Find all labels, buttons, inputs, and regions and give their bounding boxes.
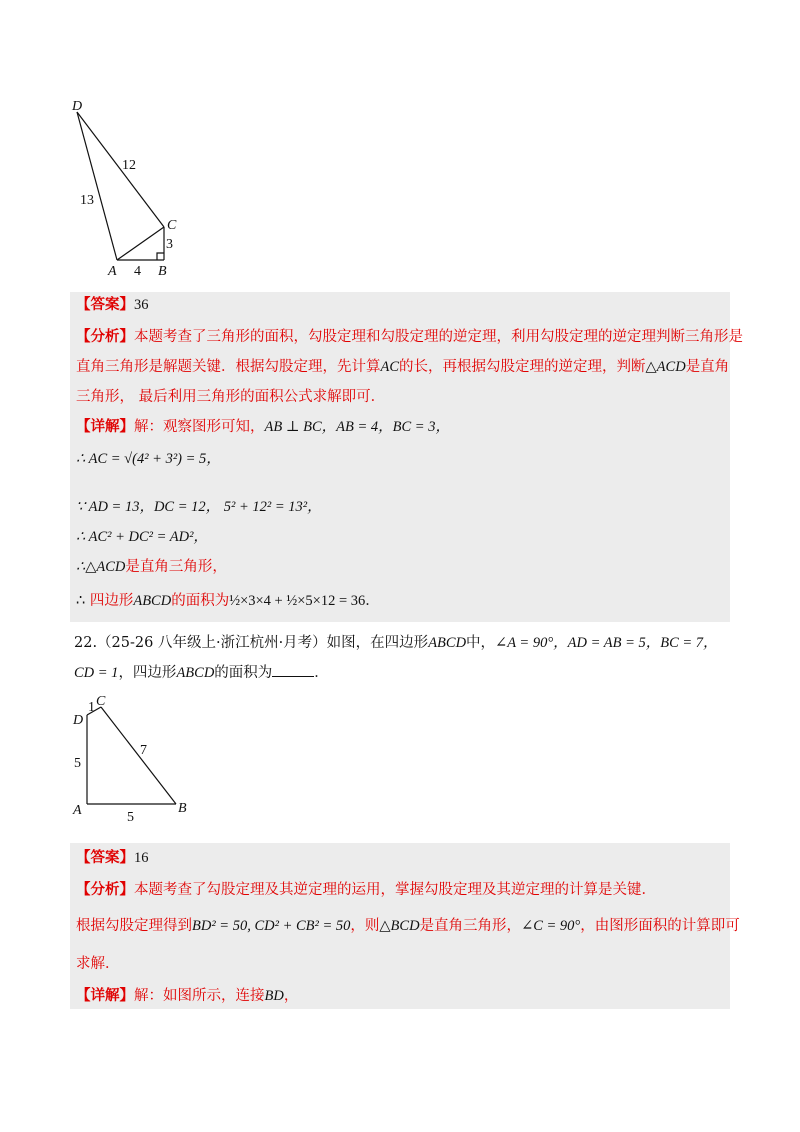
q22-text-end: ． [314,665,329,681]
vertex-label-C: C [96,694,106,709]
step-5-text-2: 的面积为 [171,593,230,609]
step-2 [76,498,322,516]
analysis-label-2: 【分析】 [76,881,134,898]
detail-line-1 [76,418,450,436]
length-label-DC: 12 [122,158,136,173]
detail-label: 【详解】 [76,418,134,435]
right-angle-mark [157,253,164,260]
analysis-text-2c: 是直角 [685,359,730,375]
analysis-text-1: 本题考查了三角形的面积，勾股定理和勾股定理的逆定理，利用勾股定理的逆定理判断三角形是 [134,329,743,345]
segment-DA [77,112,117,260]
length-label-CB: 3 [166,237,173,252]
length-label-DC: 1 [88,700,95,715]
vertex-label-A: A [108,264,117,279]
segment-DC [77,112,164,227]
length-label-DA: 5 [74,756,81,771]
q22-text-2b: 的面积为 [214,665,273,681]
step-5-formula: ½×3×4 + ½×5×12 = 36． [229,593,380,609]
q22-text-1a: 22.（25-26 八年级上·浙江杭州·月考）如图，在四边形 [74,635,429,651]
answer-line-2 [76,849,149,867]
length-label-CB: 7 [140,743,147,758]
answer-blank[interactable] [272,664,314,677]
analysis-line-2 [76,358,729,376]
detail2-line-1 [76,987,298,1005]
q22-math-ABCD-2: ABCD [176,665,215,681]
vertex-label-B: B [178,801,187,816]
q22-math-conditions: ∠A = 90°，AD = AB = 5，BC = 7， [495,635,718,651]
step-1-math: ∴ AC = √(4² + 3²) = 5， [76,451,221,467]
step-3-math: ∴ AC² + DC² = AD²， [76,529,208,545]
answer-value-2: 16 [134,850,149,866]
analysis2-math-2: △BCD [379,918,420,934]
solution-block-1 [70,292,743,622]
math-triangle-ACD: △ACD [645,359,686,375]
analysis2-text-2d: ，由图形面积的计算即可 [580,918,740,934]
vertex-label-D: D [72,99,83,114]
step-4 [76,558,227,576]
step-5-prefix: ∴ [76,593,86,609]
detail2-math-BD: BD [264,988,284,1004]
step-4-math: ∴△ACD [76,559,126,575]
q22-text-1b: 中， [466,635,496,651]
answer-value: 36 [134,297,149,313]
analysis2-line-3: 求解． [76,956,120,972]
detail-label-2: 【详解】 [76,987,134,1004]
analysis-line-3: 三角形， 最后利用三角形的面积公式求解即可． [76,389,386,405]
analysis-text-2b: 的长，再根据勾股定理的逆定理，判断 [399,359,646,375]
step-1 [76,450,221,468]
step-2-math: ∵ AD = 13，DC = 12， 5² + 12² = 13²， [76,499,322,515]
answer-label: 【答案】 [76,296,134,313]
analysis2-math-3: ∠C = 90° [521,918,581,934]
length-label-AB: 4 [134,264,141,279]
figure-quadrilateral-2 [60,690,200,825]
vertex-label-B: B [158,264,167,279]
step-4-text: 是直角三角形， [125,559,227,575]
analysis-text-2a: 直角三角形是解题关键．根据勾股定理，先计算 [76,359,381,375]
step-3 [76,528,208,546]
answer-label-2: 【答案】 [76,849,134,866]
analysis2-text-2a: 根据勾股定理得到 [76,918,192,934]
detail2-text-1b: ， [283,988,299,1004]
q22-math-CD: CD = 1 [74,665,119,681]
q22-text-2a: ，四边形 [118,665,177,681]
length-label-DA: 13 [80,193,94,208]
analysis2-line-2 [76,917,740,935]
question-22-line-1 [74,634,718,652]
vertex-label-A: A [73,803,82,818]
analysis2-text-2b: ，则 [350,918,380,934]
step-5-text-1: 四边形 [89,593,134,609]
analysis2-text-2c: 是直角三角形， [419,918,522,934]
answer-line [76,296,149,314]
math-AC: AC [380,359,400,375]
analysis2-math-1: BD² = 50, CD² + CB² = 50 [192,918,351,934]
analysis2-line-1 [76,881,656,899]
detail-text-1: 解：观察图形可知， [134,419,265,435]
solution-block-2 [70,843,740,1009]
question-22-line-2 [74,664,329,682]
step-5 [76,592,380,610]
q22-math-ABCD: ABCD [428,635,467,651]
detail2-text-1a: 解：如图所示，连接 [134,988,265,1004]
analysis-label: 【分析】 [76,328,134,345]
figure-quadrilateral-1 [60,95,200,285]
analysis-line-1 [76,328,743,346]
detail-math-1: AB ⊥ BC，AB = 4，BC = 3， [264,419,450,435]
segment-CB [101,707,176,804]
analysis2-text-1: 本题考查了勾股定理及其逆定理的运用，掌握勾股定理及其逆定理的计算是关键． [134,882,656,898]
step-5-math: ABCD [133,593,172,609]
length-label-AB: 5 [127,810,134,825]
vertex-label-C: C [167,218,177,233]
vertex-label-D: D [73,713,84,728]
